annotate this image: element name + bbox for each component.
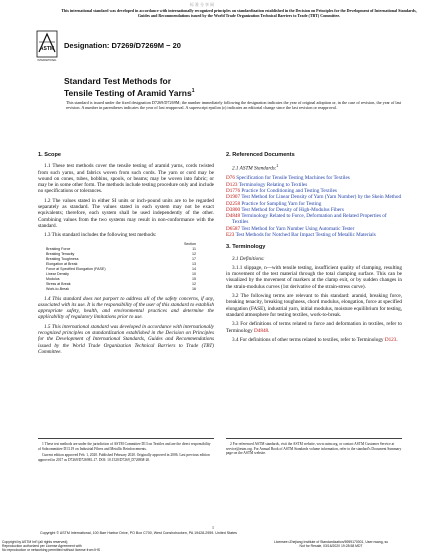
title-block	[64, 76, 404, 98]
reference-code[interactable]: D123	[226, 181, 238, 188]
footnote-2: 2 For referenced ASTM standards, visit the ASTM website, www.astm.org, or contact ASTM Customer Service at service@astm.org. For Annual Book of ASTM Standards volume information, refer to the standard's Document Summary page on the ASTM website.	[226, 442, 402, 456]
page-number: 1	[212, 525, 214, 530]
reference-title[interactable]: Practice for Conditioning and Testing Textiles	[241, 187, 337, 194]
footnote-1: 1 These test methods are under the jurisdiction of ASTM Committee D13 on Textiles and are the direct responsibility of Subcommittee D13.19 on Industrial Fibers and Metallic Reinforcements.	[38, 442, 211, 451]
method-name: Breaking Force	[46, 246, 71, 251]
footnote-marker: 2	[276, 164, 279, 169]
reference-code[interactable]: D3800	[226, 206, 241, 213]
reference-link[interactable]: D4848	[254, 327, 269, 334]
reference-title[interactable]: Specification for Tensile Testing Machines for Textiles	[236, 175, 350, 182]
tbt-notice: This international standard was developed in accordance with internationally recognized principles on standardization established in the Decision on Principles for the Development of International Standards, Guides and Recommendations issued by the World Trade Organization Technical Barriers to Trade (TBT) Committee.	[61, 8, 417, 18]
reference-item[interactable]	[226, 232, 402, 238]
reference-code[interactable]: D1776	[226, 187, 241, 194]
title-line-2	[64, 86, 404, 98]
top-stamp: 标准分享网	[190, 2, 215, 7]
method-name: Elongation at Break	[46, 261, 78, 266]
scope-paragraph-1-5: 1.5 This international standard was developed in accordance with internationally recognized principles on standardization established in the Decision on Principles for the Development of International Standards, Guides and Recommendations issued by the World Trade Organization Technical Barriers to Trade (TBT) Committee.	[38, 323, 214, 355]
method-name: Force at Specified Elongation (FASE)	[46, 266, 106, 271]
table-row	[46, 287, 196, 292]
terminology-paragraph-3-1: 3.1 Definitions:	[232, 255, 265, 262]
reference-code[interactable]: D76	[226, 175, 235, 182]
copyright-line: Copyright © ASTM International, 100 Barr Harbor Drive, PO Box C700, West Conshohocken, PA 19428-2959. United States	[40, 531, 237, 535]
reference-code[interactable]: D1907	[226, 194, 241, 201]
test-methods-table	[46, 242, 196, 292]
reference-title[interactable]: Terminology Relating to Textiles	[238, 181, 308, 188]
scope-heading: 1. Scope	[38, 152, 62, 158]
paragraph-text: 3.3 For definitions of terms related to force and deformation in textiles, refer to Terminology	[226, 321, 402, 334]
designation: Designation: D7269/D7269M − 20	[64, 41, 181, 50]
reference-item[interactable]	[226, 213, 402, 226]
reference-code[interactable]: E23	[226, 232, 235, 238]
terminology-paragraph-3-2: 3.2 The following terms are relevant to this standard: aramid, breaking force, breaking tenacity, breaking toughness, chord modulus, elongation, force at specified elongation (FASE), industrial yarn, initial modulus, moisture equilibrium for testing, standard atmosphere for testing textiles, work-to-break.	[226, 293, 402, 318]
paragraph-text: .	[268, 327, 270, 334]
right-column	[226, 152, 402, 346]
reference-title[interactable]: Test Method for Linear Density of Yarn (Yarn Number) by the Skein Method	[241, 194, 402, 201]
method-section: 12	[192, 281, 196, 286]
reference-title[interactable]: Practice for Sampling Yarn for Testing	[241, 200, 322, 207]
terminology-paragraph-3-4	[226, 337, 402, 343]
reference-title[interactable]: Test Methods for Notched Bar Impact Testing of Metallic Materials	[235, 232, 376, 238]
method-name: Breaking Toughness	[46, 256, 79, 261]
method-name: Modulus	[46, 276, 60, 281]
terminology-heading: 3. Terminology	[226, 244, 266, 251]
method-name: Work-to-Break	[46, 286, 70, 291]
license-note-left: Copyright by ASTM Int'l (all rights reserved); Reproduction authorized per License Agreement with No reproduction or networking permitted without license from IHS	[2, 540, 100, 552]
paragraph-text: 3.4 For definitions of other terms related to textiles, refer to Terminology	[232, 336, 385, 343]
scope-paragraph-1-2: 1.2 The values stated in either SI units or inch-pound units are to be regarded separately as standard. The values stated in each system may not be exact equivalents; therefore, each system shall be used independently of the other. Combining values from the two systems may result in non-conformance with the standard.	[38, 197, 214, 229]
method-section: 16	[192, 286, 196, 291]
license-note-right: Licensee=Zhejiang Institute of Standardization/5959170001, User=wang, su Not for Resale, 03/16/2020 19:28:58 MDT	[274, 540, 389, 548]
terminology-paragraph-3-3	[226, 321, 402, 334]
footnotes-left	[38, 438, 214, 464]
intro-paragraph: This standard is issued under the fixed designation D7269/D7269M; the number immediately following the designation indicates the year of original adoption or, in the case of revision, the year of last revision. A number in parentheses indicates the year of last reapproval. A superscript epsilon (ε) indicates an editorial change since the last revision or reapproval.	[66, 100, 402, 111]
astm-standards-subheading	[226, 163, 402, 172]
scope-paragraph-1-3: 1.3 This standard includes the following test methods:	[44, 232, 157, 239]
title-line-2-text: Tensile Testing of Aramid Yarns	[64, 87, 192, 98]
reference-list	[226, 175, 402, 238]
method-section: 15	[192, 276, 196, 281]
method-name: Stress at Break	[46, 281, 71, 286]
reference-code[interactable]: D2258	[226, 200, 241, 207]
astm-standards-label: 2.1 ASTM Standards:	[232, 166, 277, 173]
reference-code[interactable]: D4848	[226, 213, 241, 220]
title-line-1: Standard Test Methods for	[64, 76, 172, 86]
table-header-section: Section	[184, 241, 196, 246]
footnote-edition: Current edition approved Feb. 1, 2020. Published February 2020. Originally approved in 2006. Last previous edition approved in 2017 as D7269/D7269M–17. DOI: 10.1520/D7269_D7269M-20.	[38, 453, 210, 462]
reference-title[interactable]: Test Method for Yarn Number Using Automatic Tester	[241, 225, 355, 232]
method-section: 13	[192, 261, 196, 266]
reference-code[interactable]: D6587	[226, 225, 241, 232]
svg-text:ASTM: ASTM	[39, 46, 55, 52]
method-section: 14	[192, 266, 196, 271]
paragraph-text: .	[396, 336, 398, 343]
method-name: Linear Density	[46, 271, 69, 276]
footnotes-right	[226, 438, 402, 458]
reference-link[interactable]: D123	[384, 336, 397, 343]
scope-paragraph-1-4: 1.4 This standard does not purport to address all of the safety concerns, if any, associated with its use. It is the responsibility of the user of this standard to establish appropriate safety, health, and environmental practices and determine the applicability of regulatory limitations prior to use.	[38, 295, 214, 321]
reference-title[interactable]: Test Method for Density of High-Modulus Fibers	[241, 206, 344, 213]
svg-text:INTERNATIONAL: INTERNATIONAL	[37, 59, 57, 62]
method-section: 17	[192, 256, 196, 261]
scope-paragraph-1-1: 1.1 These test methods cover the tensile testing of aramid yarns, cords twisted from such yarns, and fabrics woven from such cords. The yarn or cord may be wound on cones, tubes, bobbins, spools, or beams; may be woven into fabric; or may be in some other form. The methods include testing procedure only and include no specifications or tolerances.	[38, 163, 214, 195]
method-section: 10	[192, 271, 196, 276]
terminology-paragraph-3-1-1: 3.1.1 slippage, n—with tensile testing, insufficient quality of clamping, resulting in movement of the test material through the total clamping surface. This can be visualized by the movement of markers at the clamp exit, or by sudden changes in the strain-modulus curves (1st derivative of the strain-stress curve).	[226, 264, 402, 290]
title-footnote-marker: 1	[191, 88, 195, 94]
reference-title[interactable]: Terminology Related to Force, Deformation and Related Properties of Textiles	[232, 213, 387, 226]
method-section: 12	[192, 251, 196, 256]
method-section: 11	[192, 246, 196, 251]
left-column	[38, 152, 214, 358]
method-name: Breaking Tenacity	[46, 251, 75, 256]
astm-logo-icon	[36, 30, 58, 64]
references-heading: 2. Referenced Documents	[226, 152, 295, 158]
